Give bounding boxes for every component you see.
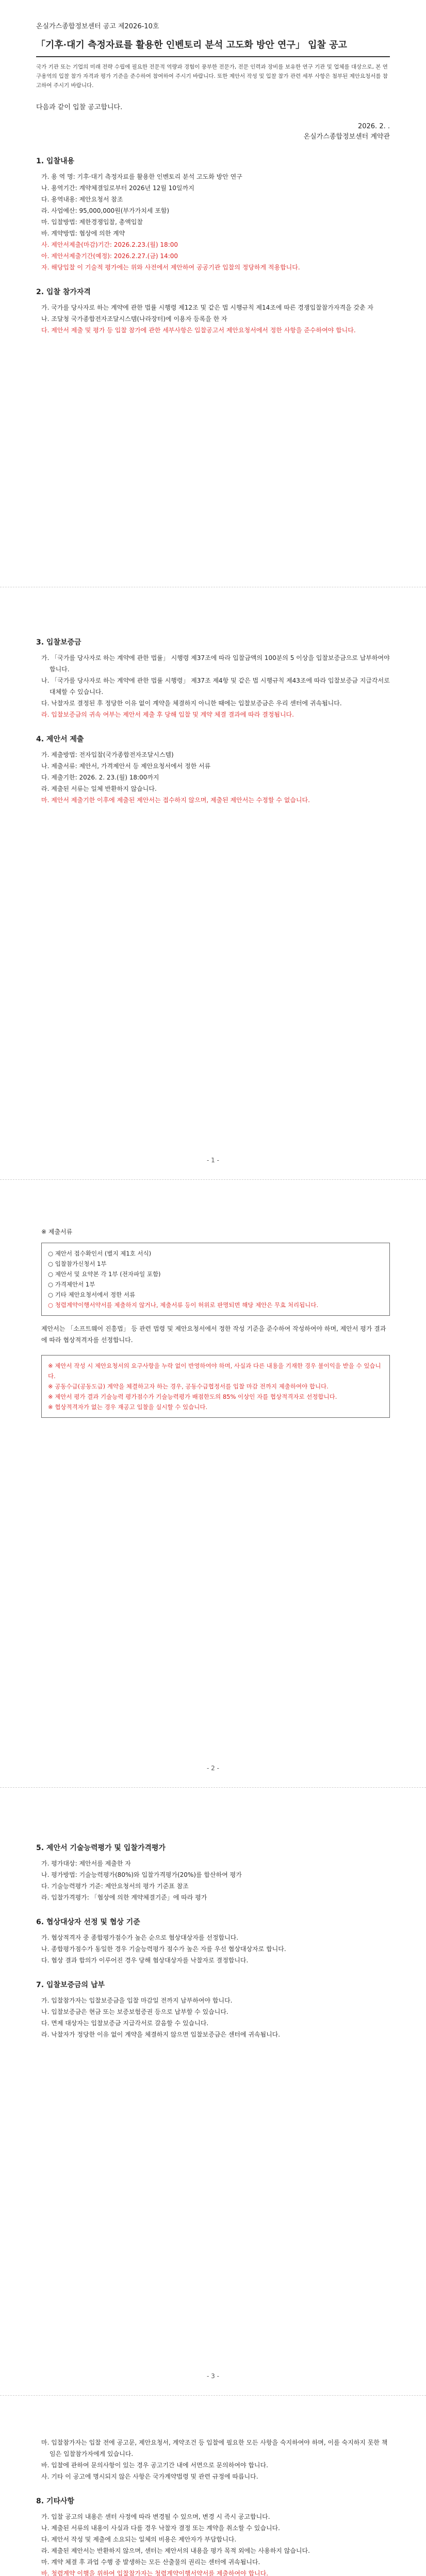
- list-item: 나. 제출서류: 제안서, 가격제안서 등 제안요청서에서 정한 서류: [41, 762, 211, 770]
- intro-text: 다음과 같이 입찰 공고합니다.: [36, 104, 123, 111]
- box-line: ○ 제안서 접수확인서 (별지 제1호 서식): [48, 1250, 152, 1257]
- list-item: 가. 제출방법: 전자입찰(국가종합전자조달시스템): [41, 751, 174, 758]
- list-item: 마. 입찰참가자는 입찰 전에 공고문, 제안요청서, 계약조건 등 입찰에 필요한 모든 사항을 숙지하여야 하며, 이를 숙지하지 못한 책임은 입찰참가자에게 있습니다.: [41, 2439, 388, 2458]
- list-item: 가. 「국가를 당사자로 하는 계약에 관한 법률」 시행령 제37조에 따라 입찰금액의 100분의 5 이상을 입찰보증금으로 납부하여야 합니다.: [41, 654, 390, 673]
- list-item: 가. 입찰참가자는 입찰보증금을 입찰 마감일 전까지 납부하여야 합니다.: [41, 1997, 233, 2004]
- section-4-list: [36, 749, 390, 806]
- list-item-highlight: 다. 제안서 제출 및 평가 등 입찰 참가에 관한 세부사항은 입찰공고서 제안요청서에서 정한 사항을 준수하여야 합니다.: [41, 327, 356, 334]
- list-item: 가. 입찰 공고의 내용은 센터 사정에 따라 변경될 수 있으며, 변경 시 즉시 공고합니다.: [41, 2513, 270, 2520]
- page-3: [0, 1180, 426, 1788]
- list-item: 다. 면제 대상자는 입찰보증금 지급각서로 갈음할 수 있습니다.: [41, 2020, 209, 2027]
- section-5-list: [36, 1858, 390, 1903]
- list-item: 다. 낙찰자로 결정된 후 정당한 이유 없이 계약을 체결하지 아니한 때에는 입찰보증금은 우리 센터에 귀속됩니다.: [41, 700, 342, 707]
- page-number: - 2 -: [207, 1765, 219, 1772]
- section-6-list: [36, 1932, 390, 1966]
- list-item: 가. 국가를 당사자로 하는 계약에 관한 법률 시행령 제12조 및 같은 법 시행규칙 제14조에 따른 경쟁입찰참가자격을 갖춘 자: [41, 304, 374, 311]
- page-5: [0, 2396, 426, 2576]
- box-line: ○ 기타 제안요청서에서 정한 서류: [48, 1291, 136, 1298]
- list-item: 나. 입찰보증금은 현금 또는 보증보험증권 등으로 납부할 수 있습니다.: [41, 2008, 228, 2015]
- list-item: 바. 입찰에 관하여 문의사항이 있는 경우 공고기간 내에 서면으로 문의하여야 합니다.: [41, 2462, 268, 2469]
- list-item: 라. 사업예산: 95,000,000원(부가가치세 포함): [41, 207, 170, 214]
- notice-org: 온실가스종합정보센터 계약관: [303, 133, 390, 141]
- document-title: 「기후·대기 측정자료를 활용한 인벤토리 분석 고도화 방안 연구」 입찰 공고: [36, 38, 390, 57]
- page-4: [0, 1788, 426, 2396]
- list-item: 라. 제출된 서류는 일체 반환하지 않습니다.: [41, 785, 157, 792]
- list-item: 나. 조달청 국가종합전자조달시스템(나라장터)에 이용자 등록을 한 자: [41, 315, 227, 323]
- list-item: 다. 제안서 작성 및 제출에 소요되는 일체의 비용은 제안자가 부담합니다.: [41, 2536, 237, 2543]
- list-item: 라. 입찰가격평가: 「협상에 의한 계약체결기준」에 따라 평가: [41, 1894, 207, 1901]
- list-item: 다. 제출기한: 2026. 2. 23.(월) 18:00까지: [41, 774, 159, 781]
- page-2: [0, 587, 426, 1180]
- proposal-paragraph: 제안서는 「소프트웨어 진흥법」 등 관련 법령 및 제안요청서에서 정한 작성 기준을 준수하여 작성하여야 하며, 제안서 평가 결과에 따라 협상적격자를 선정합니다.: [41, 1325, 386, 1344]
- notice-line: ※ 제안서 작성 시 제안요청서의 요구사항을 누락 없이 반영하여야 하며, 사실과 다른 내용을 기재한 경우 불이익을 받을 수 있습니다.: [48, 1362, 381, 1380]
- list-item: 마. 계약 체결 후 과업 수행 중 발생하는 모든 산출물의 권리는 센터에 귀속됩니다.: [41, 2558, 260, 2566]
- notice-line: ※ 제안서 평가 결과 기술능력 평가점수가 기술능력평가 배점한도의 85% 이상인 자를 협상적격자로 선정합니다.: [48, 1393, 337, 1400]
- list-item: 바. 계약방법: 협상에 의한 계약: [41, 230, 125, 237]
- list-item: 나. 평가방법: 기술능력평가(80%)와 입찰가격평가(20%)를 합산하여 평가: [41, 1871, 242, 1878]
- list-item: 사. 기타 이 공고에 명시되지 않은 사항은 국가계약법령 및 관련 규정에 따릅니다.: [41, 2473, 258, 2480]
- submission-box: [41, 1243, 390, 1316]
- list-item: 나. 제출된 서류의 내용이 사실과 다를 경우 낙찰자 결정 또는 계약을 취소할 수 있습니다.: [41, 2524, 280, 2532]
- list-item-highlight: 바. 청렴계약 이행을 위하여 입찰참가자는 청렴계약이행서약서를 제출하여야 합니다.: [41, 2570, 269, 2576]
- notice-box: [41, 1355, 390, 1418]
- list-item-highlight: 라. 입찰보증금의 귀속 여부는 제안서 제출 후 당해 입찰 및 계약 체결 결과에 따라 결정됩니다.: [41, 711, 294, 718]
- list-item-highlight: 마. 제안서 제출기한 이후에 제출된 제안서는 접수하지 않으며, 제출된 제안서는 수정할 수 없습니다.: [41, 796, 310, 804]
- section-8-list: [36, 2511, 390, 2576]
- section-2-heading: 2. 입찰 참가자격: [36, 288, 91, 296]
- section-7-continued: [36, 2437, 390, 2482]
- page-number: - 1 -: [207, 1157, 219, 1164]
- section-2-list: [36, 302, 390, 336]
- pre-note: 국가 기관 또는 기업의 미래 전략 수립에 필요한 전문적 역량과 경험이 풍부한 전문가, 전문 인력과 장비를 보유한 연구 기관 및 업체를 대상으로, 본 연구용역의 입찰 참가 자격과 평가 기준을 준수하여 참여하여 주시기 바랍니다. 또한 제안서 작성 및 입찰 참가 관련 세부 사항은 첨부된 제안요청서를 참고하여 주시기 바랍니다.: [36, 64, 388, 89]
- notice-date: 2026. 2. .: [357, 123, 390, 130]
- list-item: 다. 용역내용: 제안요청서 참조: [41, 196, 123, 203]
- section-5-heading: 5. 제안서 기술능력평가 및 입찰가격평가: [36, 1844, 166, 1852]
- notice-number: 온실가스종합정보센터 공고 제2026-10호: [36, 23, 159, 30]
- section-4-heading: 4. 제안서 제출: [36, 735, 84, 743]
- list-item-highlight: 아. 제안서제출기간(예정): 2026.2.27.(금) 14:00: [41, 252, 178, 260]
- section-7-heading: 7. 입찰보증금의 납부: [36, 1981, 105, 1989]
- list-item: 라. 낙찰자가 정당한 이유 없이 계약을 체결하지 않으면 입찰보증금은 센터에 귀속됩니다.: [41, 2031, 281, 2038]
- section-6-heading: 6. 협상대상자 선정 및 협상 기준: [36, 1918, 140, 1926]
- list-item: 가. 협상적격자 중 종합평가점수가 높은 순으로 협상대상자를 선정합니다.: [41, 1934, 239, 1941]
- box-line: ○ 가격제안서 1부: [48, 1281, 95, 1288]
- box-line: ○ 입찰참가신청서 1부: [48, 1260, 107, 1267]
- section-3-heading: 3. 입찰보증금: [36, 638, 81, 647]
- notice-line: ※ 공동수급(공동도급) 계약을 체결하고자 하는 경우, 공동수급협정서를 입찰 마감 전까지 제출하여야 합니다.: [48, 1383, 329, 1390]
- section-3-list: [36, 652, 390, 720]
- list-item: 가. 용 역 명: 기후·대기 측정자료를 활용한 인벤토리 분석 고도화 방안 연구: [41, 173, 242, 180]
- section-1-list: [36, 171, 390, 273]
- list-item: 나. 종합평가점수가 동일한 경우 기술능력평가 점수가 높은 자를 우선 협상대상자로 합니다.: [41, 1945, 286, 1953]
- list-item: 나. 「국가를 당사자로 하는 계약에 관한 법률 시행령」 제37조 제4항 및 같은 법 시행규칙 제43조에 따라 입찰보증금 지급각서로 대체할 수 있습니다.: [41, 677, 390, 696]
- section-8-heading: 8. 기타사항: [36, 2497, 75, 2505]
- list-item-highlight: 사. 제안서제출(마감)기간: 2026.2.23.(월) 18:00: [41, 241, 178, 248]
- list-item: 다. 협상 결과 합의가 이루어진 경우 당해 협상대상자를 낙찰자로 결정합니다.: [41, 1957, 249, 1964]
- list-item: 나. 용역기간: 계약체결일로부터 2026년 12월 10일까지: [41, 184, 194, 192]
- page-number: - 3 -: [207, 2372, 219, 2380]
- list-item: 라. 제출된 제안서는 반환하지 않으며, 센터는 제안서의 내용을 평가 목적 외에는 사용하지 않습니다.: [41, 2547, 310, 2554]
- box-line-highlight: ○ 청렴계약이행서약서를 제출하지 않거나, 제출서류 등이 허위로 판명되면 해당 제안은 무효 처리됩니다.: [48, 1301, 319, 1309]
- list-item: 가. 평가대상: 제안서를 제출한 자: [41, 1860, 131, 1867]
- box-line: ○ 제안서 및 요약본 각 1부 (전자파일 포함): [48, 1270, 161, 1278]
- section-1-heading: 1. 입찰내용: [36, 157, 75, 165]
- page-1: [0, 0, 426, 587]
- list-item: 마. 입찰방법: 제한경쟁입찰, 총액입찰: [41, 218, 143, 226]
- notice-date-block: [36, 122, 390, 142]
- list-item: 다. 기술능력평가 기준: 제안요청서의 평가 기준표 참조: [41, 1883, 189, 1890]
- list-item-highlight: 자. 해당입찰 이 기술적 평가에는 위와 사전에서 제안하여 공공기관 입찰의 정당하게 적용합니다.: [41, 264, 300, 271]
- submission-ref: ※ 제출서류: [41, 1228, 73, 1235]
- section-7-list: [36, 1995, 390, 2040]
- notice-line: ※ 협상적격자가 없는 경우 재공고 입찰을 실시할 수 있습니다.: [48, 1403, 208, 1411]
